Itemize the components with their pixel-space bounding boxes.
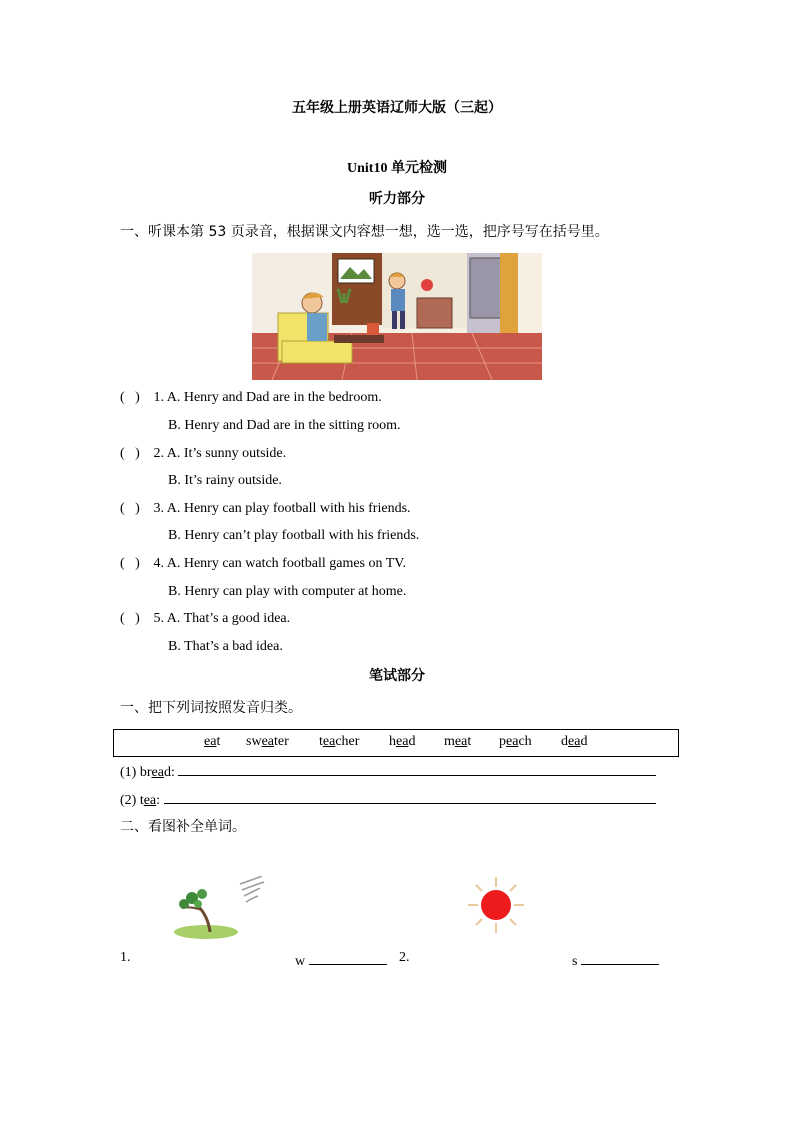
question-number: 1. (153, 390, 164, 405)
answer-bracket[interactable]: ( ) (120, 390, 140, 405)
word-item: sweater (246, 734, 289, 749)
answer-bracket[interactable]: ( ) (120, 556, 140, 571)
listening-heading: 听力部分 (369, 191, 425, 207)
sun-icon (466, 877, 526, 933)
option-a: A. Henry can play football with his friends. (166, 501, 411, 516)
option-a: A. That’s a good idea. (166, 611, 291, 626)
word-item: head (389, 734, 416, 749)
question-3 (120, 501, 411, 517)
pic-2-number: 2. (399, 950, 410, 965)
living-room-scene-illustration (252, 253, 542, 380)
question-3-option-b: B. Henry can’t play football with his friends. (168, 528, 420, 543)
answer-bracket[interactable]: ( ) (120, 611, 140, 626)
question-number: 5. (153, 611, 164, 626)
written-heading: 笔试部分 (369, 668, 425, 684)
windy-tree-icon (172, 876, 267, 940)
word-item: peach (499, 734, 532, 749)
question-1-option-b: B. Henry and Dad are in the sitting room. (168, 418, 401, 433)
answer-bracket[interactable]: ( ) (120, 446, 140, 461)
word-item: teacher (319, 734, 360, 749)
pic-1-answer: w (295, 950, 387, 970)
word-box (113, 729, 679, 757)
sort-row-1: (1) bread: (120, 761, 656, 781)
question-4 (120, 556, 406, 572)
sort-row-2: (2) tea: (120, 789, 656, 809)
option-a: A. Henry can watch football games on TV. (166, 556, 407, 571)
answer-line[interactable] (309, 950, 387, 965)
question-number: 4. (153, 556, 164, 571)
question-number: 3. (153, 501, 164, 516)
part1-instructions: 一、把下列词按照发音归类。 (120, 700, 302, 716)
doc-title: 五年级上册英语辽师大版（三起） (292, 100, 502, 116)
question-2-option-b: B. It’s rainy outside. (168, 473, 282, 488)
question-1 (120, 390, 382, 406)
question-5-option-b: B. That’s a bad idea. (168, 639, 283, 654)
answer-bracket[interactable]: ( ) (120, 501, 140, 516)
question-2 (120, 446, 286, 462)
option-a: A. Henry and Dad are in the bedroom. (166, 390, 382, 405)
word-item: dead (561, 734, 588, 749)
question-4-option-b: B. Henry can play with computer at home. (168, 584, 407, 599)
pic-2-answer: s (572, 950, 659, 970)
word-item: eat (204, 734, 221, 749)
word-item: meat (444, 734, 472, 749)
part2-instructions: 二、看图补全单词。 (120, 819, 246, 835)
listening-instructions: 一、听课本第 53 页录音，根据课文内容想一想，选一选，把序号写在括号里。 (120, 224, 609, 240)
question-number: 2. (153, 446, 164, 461)
answer-line[interactable] (581, 950, 659, 965)
question-5 (120, 611, 290, 627)
pic-1-number: 1. (120, 950, 131, 965)
answer-line[interactable] (164, 789, 656, 804)
answer-line[interactable] (178, 761, 656, 776)
unit-title: Unit10 单元检测 (347, 161, 447, 176)
option-a: A. It’s sunny outside. (166, 446, 287, 461)
